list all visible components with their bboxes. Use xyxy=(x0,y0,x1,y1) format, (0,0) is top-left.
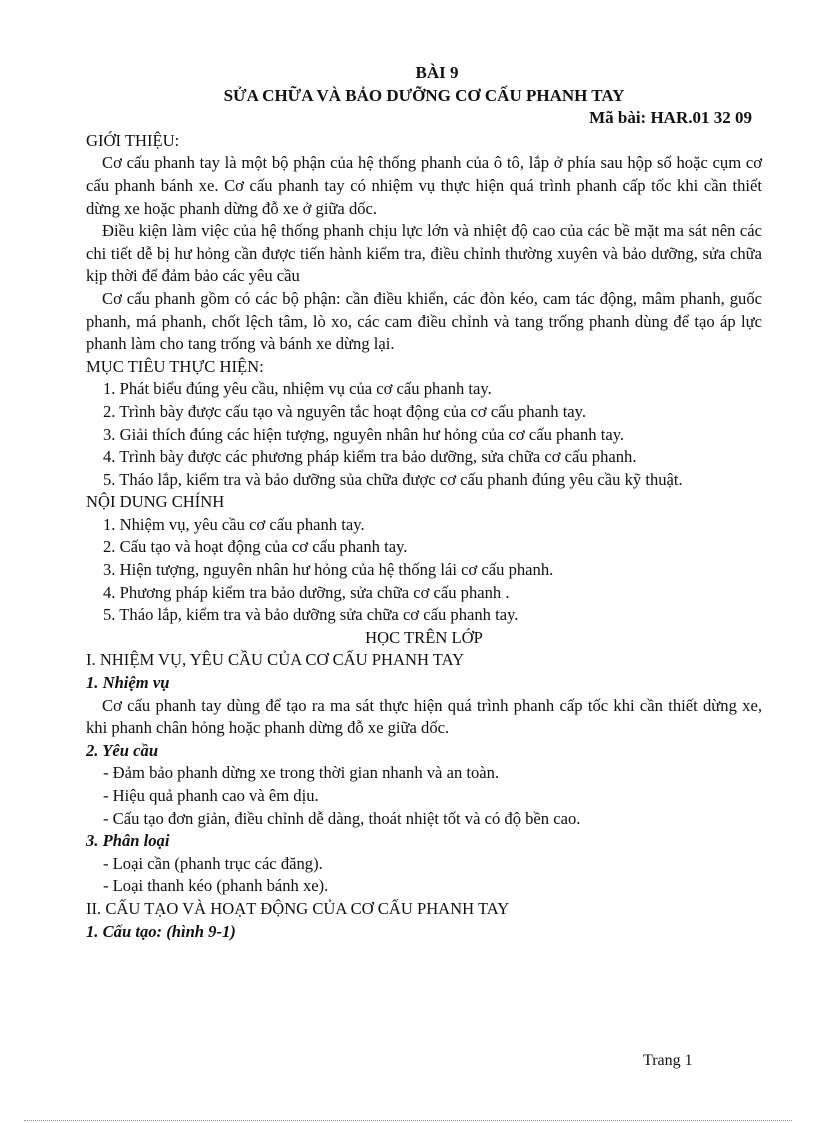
list-item: 1. Nhiệm vụ, yêu cầu cơ cấu phanh tay. xyxy=(103,514,365,534)
list-item: 2. Trình bày được cấu tạo và nguyên tắc hoạt động của cơ cấu phanh tay. xyxy=(103,401,587,421)
document-page xyxy=(86,62,762,943)
requirements-title: 2. Yêu cầu xyxy=(86,740,159,760)
task-text: Cơ cấu phanh tay dùng để tạo ra ma sát thực hiện quá trình phanh cấp tốc khi cần thiết dừng xe, khi phanh chân hỏng hoặc phanh dừng đỗ xe giữa dốc. xyxy=(86,695,762,738)
requirement-item: - Hiệu quả phanh cao và êm dịu. xyxy=(103,786,319,805)
intro-heading: GIỚI THIỆU: xyxy=(86,130,180,150)
requirement-item: - Cấu tạo đơn giản, điều chỉnh dễ dàng, thoát nhiệt tốt và có độ bền cao. xyxy=(103,808,581,828)
lesson-code: Mã bài: HAR.01 32 09 xyxy=(589,108,752,128)
list-item: 3. Giải thích đúng các hiện tượng, nguyên nhân hư hỏng của cơ cấu phanh tay. xyxy=(103,424,625,444)
classification-item: - Loại thanh kéo (phanh bánh xe). xyxy=(103,876,329,896)
lesson-number: BÀI 9 xyxy=(415,63,459,82)
list-item: 5. Tháo lắp, kiểm tra và bảo dưỡng sủa chữa được cơ cấu phanh đúng yêu cầu kỹ thuật. xyxy=(103,469,683,489)
requirement-item: - Đảm bảo phanh dừng xe trong thời gian nhanh và an toàn. xyxy=(103,763,500,783)
classification-item: - Loại cần (phanh trục các đăng). xyxy=(103,853,323,873)
list-item: 4. Phương pháp kiểm tra bảo dưỡng, sửa chữa cơ cấu phanh . xyxy=(103,582,510,602)
content-heading: NỘI DUNG CHÍNH xyxy=(86,492,225,512)
list-item: 3. Hiện tượng, nguyên nhân hư hỏng của hệ thống lái cơ cấu phanh. xyxy=(103,560,554,580)
page-bottom-rule xyxy=(24,1120,792,1121)
list-item: 4. Trình bày được các phương pháp kiểm tra bảo dưỡng, sửa chữa cơ cấu phanh. xyxy=(103,447,637,467)
objectives-heading: MỤC TIÊU THỰC HIỆN: xyxy=(86,356,264,376)
section-1-heading: I. NHIỆM VỤ, YÊU CẦU CỦA CƠ CẤU PHANH TAY xyxy=(86,650,465,670)
objectives-list xyxy=(86,378,762,491)
section-2-heading: II. CẤU TẠO VÀ HOẠT ĐỘNG CỦA CƠ CẤU PHANH TAY xyxy=(86,898,510,918)
structure-title: 1. Cấu tạo: (hình 9-1) xyxy=(86,921,236,941)
list-item: 5. Tháo lắp, kiểm tra và bảo dưỡng sửa chữa cơ cấu phanh tay. xyxy=(103,605,519,625)
intro-paragraph-2: Điều kiện làm việc của hệ thống phanh chịu lực lớn và nhiệt độ cao của các bề mặt ma sát nên các chi tiết dễ bị hư hỏng cần được tiến hành kiểm tra, điều chỉnh thường xuyên và bảo dưỡng, sửa chữa kịp thời để đảm bảo các yêu cầu xyxy=(86,221,762,286)
list-item: 2. Cấu tạo và hoạt động của cơ cấu phanh tay. xyxy=(103,537,408,557)
class-heading: HỌC TRÊN LỚP xyxy=(365,627,483,647)
page-number: Trang 1 xyxy=(643,1052,693,1069)
list-item: 1. Phát biểu đúng yêu cầu, nhiệm vụ của cơ cấu phanh tay. xyxy=(103,379,492,399)
classification-title: 3. Phân loại xyxy=(86,831,170,851)
intro-paragraph-1: Cơ cấu phanh tay là một bộ phận của hệ thống phanh của ô tô, lắp ở phía sau hộp số hoặc cụm cơ cấu phanh bánh xe. Cơ cấu phanh tay có nhiệm vụ thực hiện quá trình phanh cấp tốc khi cần thiết dừng xe hoặc phanh dừng đỗ xe ở giữa dốc. xyxy=(86,153,762,218)
content-list xyxy=(86,514,762,627)
task-title: 1. Nhiệm vụ xyxy=(86,673,170,693)
lesson-title: SỬA CHỮA VÀ BẢO DƯỠNG CƠ CẤU PHANH TAY xyxy=(223,85,625,105)
intro-paragraph-3: Cơ cấu phanh gồm có các bộ phận: cần điều khiển, các đòn kéo, cam tác động, mâm phanh, guốc phanh, má phanh, chốt lệch tâm, lò xo, các cam điều chỉnh và tang trống phanh dùng để tạo áp lực phanh làm cho tang trống và bánh xe dừng lại. xyxy=(86,288,762,354)
